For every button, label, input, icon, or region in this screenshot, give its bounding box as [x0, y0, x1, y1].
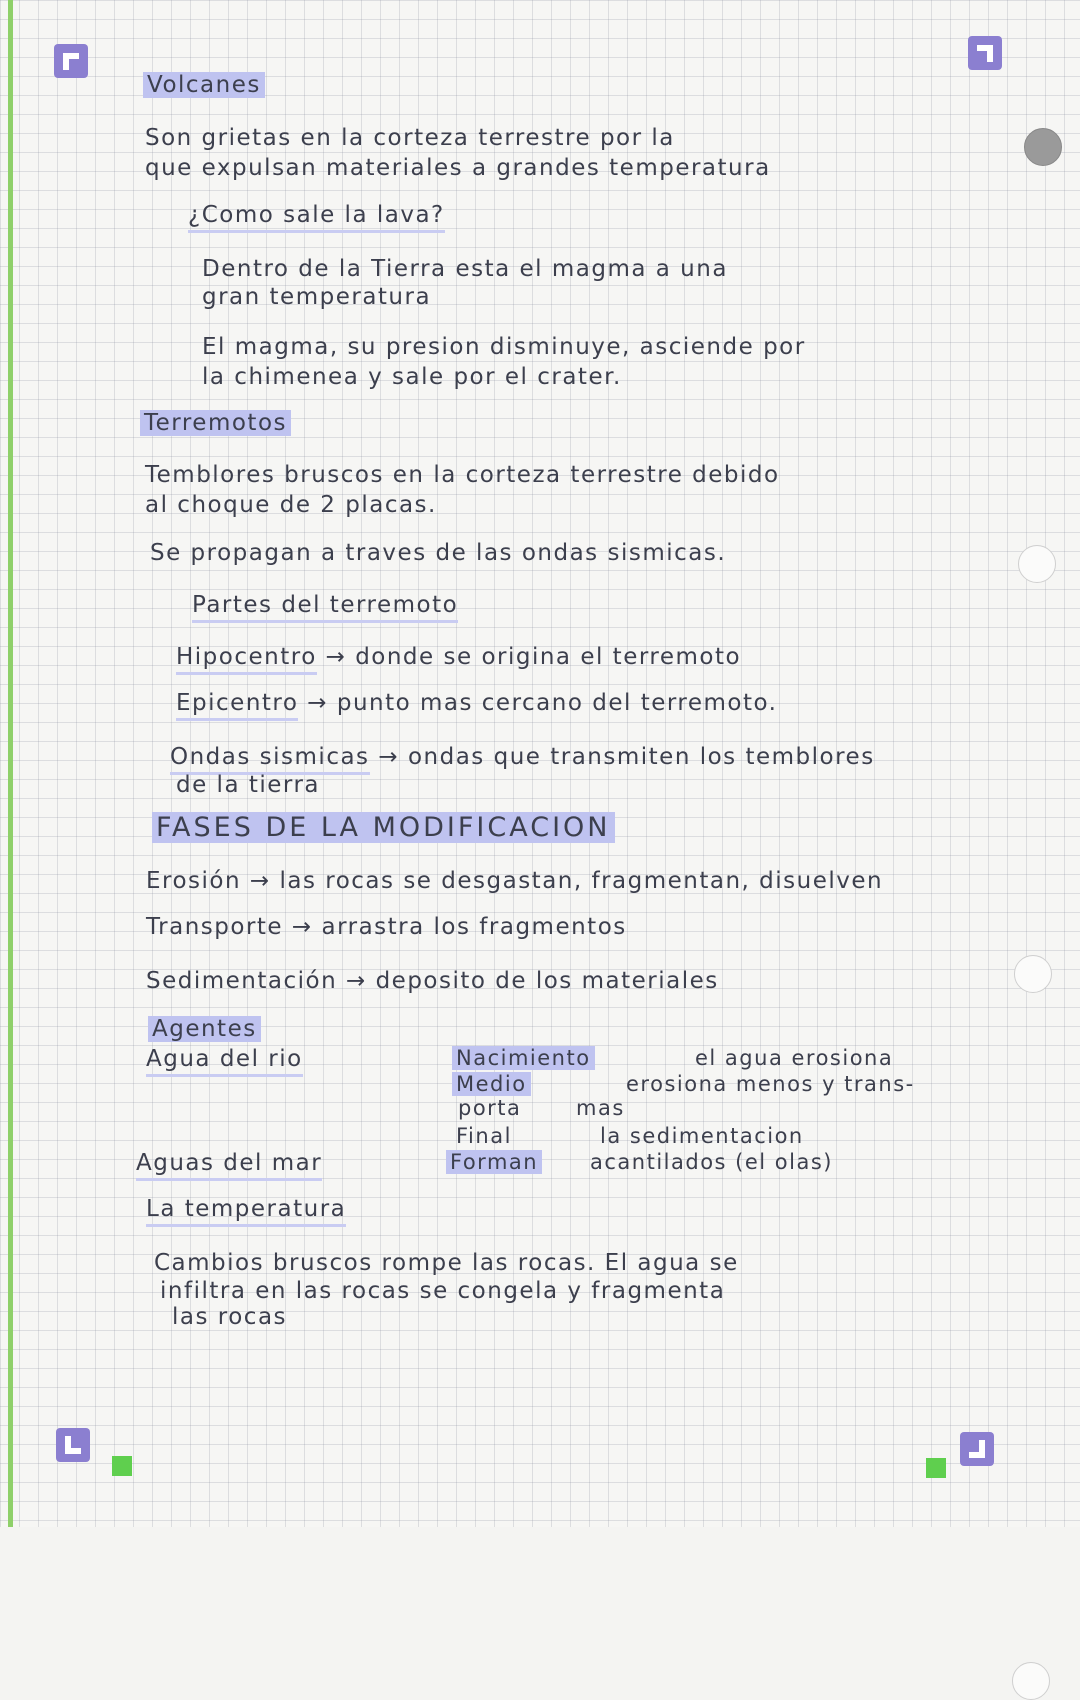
rio-stage-cont: porta: [458, 1096, 522, 1120]
volcanes-answer-line: Dentro de la Tierra esta el magma a una: [202, 256, 728, 282]
parts-title: Partes del terremoto: [192, 592, 458, 618]
volcanes-answer-line: gran temperatura: [202, 284, 432, 310]
volcanes-definition-line: que expulsan materiales a grandes temperatura: [145, 155, 771, 181]
binder-hole: [1014, 955, 1052, 993]
bottom-left-corner-mark-icon: [56, 1428, 90, 1462]
part-ondas-sismicas-cont: de la tierra: [176, 772, 321, 798]
section-title-fases: FASES DE LA MODIFICACION: [152, 812, 615, 843]
binder-hole: [1024, 128, 1062, 166]
rio-stage-medio: Medio: [452, 1072, 531, 1096]
agente-rio-label: Agua del rio: [146, 1046, 303, 1072]
part-ondas-sismicas: Ondas sismicas → ondas que transmiten los temblores: [170, 744, 875, 770]
fase-transporte: Transporte → arrastra los fragmentos: [146, 914, 627, 940]
rio-stage-text: erosiona menos y trans-: [626, 1072, 915, 1096]
margin-line: [8, 0, 13, 1527]
binder-hole: [1018, 545, 1056, 583]
bottom-right-corner-mark-icon: [960, 1432, 994, 1466]
terremotos-propagation: Se propagan a traves de las ondas sismicas.: [150, 540, 727, 566]
temperatura-line: las rocas: [172, 1304, 288, 1330]
volcanes-answer-line: la chimenea y sale por el crater.: [202, 364, 622, 390]
part-epicentro: Epicentro → punto mas cercano del terremoto.: [176, 690, 777, 716]
rio-stage-text: la sedimentacion: [600, 1124, 804, 1148]
volcanes-answer-line: El magma, su presion disminuye, asciende por: [202, 334, 806, 360]
green-square-marker: [112, 1456, 132, 1476]
fase-erosion: Erosión → las rocas se desgastan, fragmentan, disuelven: [146, 868, 884, 894]
rio-stage-final: Final: [456, 1124, 512, 1148]
green-square-marker: [926, 1458, 946, 1478]
rio-stage-text: mas: [576, 1096, 625, 1120]
fase-sedimentacion: Sedimentación → deposito de los materiales: [146, 968, 719, 994]
mar-stage-text: acantilados (el olas): [590, 1150, 833, 1174]
top-right-corner-mark-icon: [968, 36, 1002, 70]
terremotos-definition-line: al choque de 2 placas.: [145, 492, 437, 518]
rio-stage-nacimiento: Nacimiento: [452, 1046, 595, 1070]
mar-stage-forman: Forman: [446, 1150, 542, 1174]
volcanes-definition-line: Son grietas en la corteza terrestre por la: [145, 125, 675, 151]
section-title-volcanes: Volcanes: [143, 72, 265, 98]
rio-stage-text: el agua erosiona: [695, 1046, 894, 1070]
part-hipocentro: Hipocentro → donde se origina el terremoto: [176, 644, 741, 670]
agente-mar-label: Aguas del mar: [136, 1150, 322, 1176]
temperatura-line: Cambios bruscos rompe las rocas. El agua se: [154, 1250, 739, 1276]
binder-hole: [1012, 1662, 1050, 1700]
temperatura-line: infiltra en las rocas se congela y fragmenta: [160, 1278, 726, 1304]
volcanes-question: ¿Como sale la lava?: [188, 202, 445, 228]
section-title-agentes: Agentes: [148, 1016, 261, 1042]
agente-temperatura-title: La temperatura: [146, 1196, 346, 1222]
terremotos-definition-line: Temblores bruscos en la corteza terrestre debido: [145, 462, 780, 488]
section-title-terremotos: Terremotos: [140, 410, 291, 436]
top-left-corner-mark-icon: [54, 44, 88, 78]
